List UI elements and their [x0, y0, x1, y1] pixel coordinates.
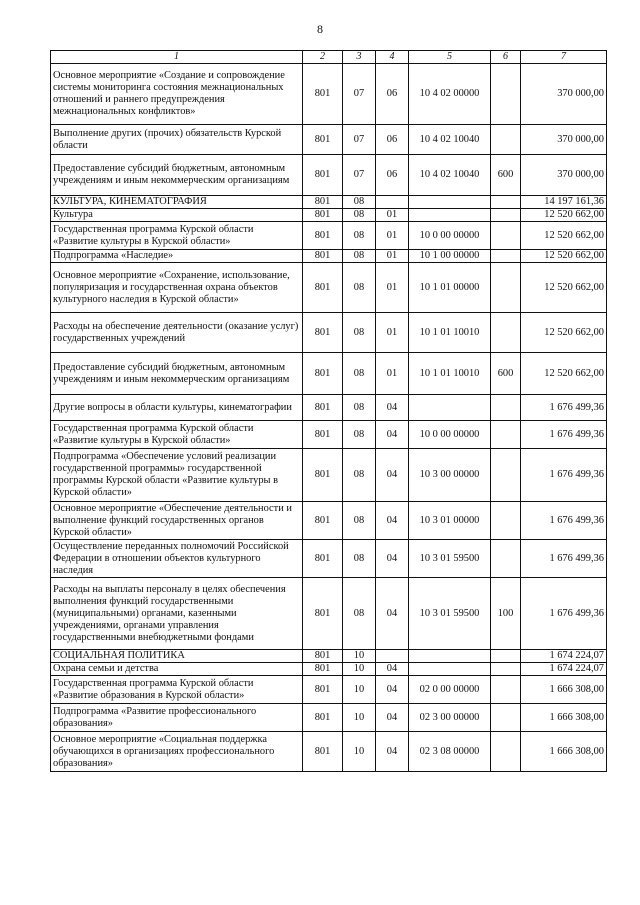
row-code-cell: 801: [303, 650, 343, 663]
table-row: [51, 222, 607, 250]
row-name-cell: Расходы на выплаты персоналу в целях обеспечения выполнения функций государственными (муниципальными) органами, казенными учреждениями, органами управления государственными внебюджетными фондами: [51, 578, 303, 650]
row-amount-cell: 1 666 308,00: [521, 704, 607, 732]
row-code-cell: 801: [303, 502, 343, 540]
table-row: [51, 676, 607, 704]
row-subsection-cell: 04: [376, 732, 409, 772]
row-name-cell: Культура: [51, 209, 303, 222]
row-type-cell: 600: [491, 353, 521, 395]
row-target-cell: 10 1 01 10010: [409, 353, 491, 395]
header-row: [51, 51, 607, 64]
row-target-cell: 10 4 02 00000: [409, 64, 491, 125]
row-amount-cell: 12 520 662,00: [521, 222, 607, 250]
row-section-cell: 08: [343, 196, 376, 209]
table-row: [51, 196, 607, 209]
row-type-cell: [491, 250, 521, 263]
budget-table: [50, 50, 607, 772]
row-subsection-cell: 01: [376, 250, 409, 263]
row-type-cell: [491, 663, 521, 676]
row-name-cell: Основное мероприятие «Сохранение, использование, популяризация и государственная охрана объектов культурного наследия в Курской области»: [51, 263, 303, 313]
row-subsection-cell: 04: [376, 449, 409, 502]
row-name-cell: Предоставление субсидий бюджетным, автономным учреждениям и иным некоммерческим организациям: [51, 353, 303, 395]
row-amount-cell: 12 520 662,00: [521, 353, 607, 395]
row-subsection-cell: 01: [376, 209, 409, 222]
row-code-cell: 801: [303, 395, 343, 421]
row-section-cell: 08: [343, 578, 376, 650]
table-row: [51, 64, 607, 125]
row-type-cell: 600: [491, 155, 521, 196]
row-section-cell: 08: [343, 449, 376, 502]
row-target-cell: [409, 663, 491, 676]
row-target-cell: 10 0 00 00000: [409, 222, 491, 250]
row-section-cell: 10: [343, 676, 376, 704]
row-name-cell: Выполнение других (прочих) обязательств Курской области: [51, 125, 303, 155]
row-target-cell: 10 3 01 00000: [409, 502, 491, 540]
row-target-cell: 10 1 00 00000: [409, 250, 491, 263]
row-subsection-cell: 04: [376, 540, 409, 578]
row-subsection-cell: 06: [376, 64, 409, 125]
row-target-cell: 10 3 01 59500: [409, 540, 491, 578]
table-row: [51, 540, 607, 578]
row-type-cell: [491, 64, 521, 125]
row-amount-cell: 1 676 499,36: [521, 578, 607, 650]
page-number: 8: [317, 22, 323, 36]
row-amount-cell: 14 197 161,36: [521, 196, 607, 209]
row-name-cell: Охрана семьи и детства: [51, 663, 303, 676]
row-name-cell: Основное мероприятие «Создание и сопровождение системы мониторинга состояния межнациональных отношений и раннего предупреждения межнациональных конфликтов»: [51, 64, 303, 125]
row-code-cell: 801: [303, 540, 343, 578]
header-col-4: 4: [376, 51, 409, 64]
row-target-cell: 02 3 00 00000: [409, 704, 491, 732]
row-type-cell: [491, 395, 521, 421]
row-code-cell: 801: [303, 313, 343, 353]
row-section-cell: 08: [343, 250, 376, 263]
row-type-cell: [491, 502, 521, 540]
row-section-cell: 10: [343, 650, 376, 663]
row-code-cell: 801: [303, 250, 343, 263]
row-subsection-cell: 04: [376, 704, 409, 732]
row-target-cell: 02 3 08 00000: [409, 732, 491, 772]
row-amount-cell: 12 520 662,00: [521, 209, 607, 222]
row-section-cell: 08: [343, 540, 376, 578]
table-row: [51, 395, 607, 421]
row-section-cell: 08: [343, 222, 376, 250]
row-subsection-cell: 06: [376, 155, 409, 196]
table-row: [51, 125, 607, 155]
row-subsection-cell: 04: [376, 676, 409, 704]
row-subsection-cell: 01: [376, 353, 409, 395]
row-type-cell: [491, 196, 521, 209]
row-name-cell: Государственная программа Курской области «Развитие культуры в Курской области»: [51, 421, 303, 449]
row-section-cell: 08: [343, 502, 376, 540]
table-row: [51, 353, 607, 395]
row-target-cell: 10 3 01 59500: [409, 578, 491, 650]
table-row: [51, 263, 607, 313]
row-type-cell: [491, 421, 521, 449]
row-amount-cell: 1 676 499,36: [521, 502, 607, 540]
table-row: [51, 663, 607, 676]
table-row: [51, 650, 607, 663]
row-name-cell: СОЦИАЛЬНАЯ ПОЛИТИКА: [51, 650, 303, 663]
row-code-cell: 801: [303, 64, 343, 125]
table-row: [51, 502, 607, 540]
row-code-cell: 801: [303, 663, 343, 676]
row-amount-cell: 1 676 499,36: [521, 449, 607, 502]
row-amount-cell: 1 676 499,36: [521, 395, 607, 421]
row-subsection-cell: 04: [376, 663, 409, 676]
header-col-6: 6: [491, 51, 521, 64]
row-subsection-cell: 06: [376, 125, 409, 155]
table-row: [51, 155, 607, 196]
row-amount-cell: 1 676 499,36: [521, 421, 607, 449]
row-subsection-cell: [376, 196, 409, 209]
row-target-cell: 10 3 00 00000: [409, 449, 491, 502]
row-section-cell: 10: [343, 663, 376, 676]
row-target-cell: [409, 395, 491, 421]
row-name-cell: Расходы на обеспечение деятельности (оказание услуг) государственных учреждений: [51, 313, 303, 353]
row-code-cell: 801: [303, 449, 343, 502]
row-amount-cell: 370 000,00: [521, 125, 607, 155]
row-amount-cell: 12 520 662,00: [521, 313, 607, 353]
table-row: [51, 732, 607, 772]
row-name-cell: КУЛЬТУРА, КИНЕМАТОГРАФИЯ: [51, 196, 303, 209]
row-target-cell: 02 0 00 00000: [409, 676, 491, 704]
row-subsection-cell: [376, 650, 409, 663]
row-name-cell: Государственная программа Курской области «Развитие культуры в Курской области»: [51, 222, 303, 250]
row-section-cell: 08: [343, 395, 376, 421]
row-target-cell: [409, 650, 491, 663]
row-type-cell: [491, 650, 521, 663]
row-type-cell: [491, 449, 521, 502]
row-type-cell: [491, 676, 521, 704]
table-row: [51, 209, 607, 222]
row-amount-cell: 1 666 308,00: [521, 732, 607, 772]
row-amount-cell: 1 674 224,07: [521, 650, 607, 663]
row-name-cell: Государственная программа Курской области «Развитие образования в Курской области»: [51, 676, 303, 704]
row-code-cell: 801: [303, 209, 343, 222]
row-amount-cell: 1 666 308,00: [521, 676, 607, 704]
table-row: [51, 250, 607, 263]
table-row: [51, 449, 607, 502]
row-target-cell: 10 4 02 10040: [409, 155, 491, 196]
row-amount-cell: 12 520 662,00: [521, 263, 607, 313]
row-name-cell: Другие вопросы в области культуры, кинематографии: [51, 395, 303, 421]
row-name-cell: Подпрограмма «Обеспечение условий реализации государственной программы» государственной программы Курской области «Развитие культуры в Курской области»: [51, 449, 303, 502]
row-type-cell: [491, 263, 521, 313]
row-target-cell: [409, 196, 491, 209]
row-name-cell: Основное мероприятие «Социальная поддержка обучающихся в организациях профессионального образования»: [51, 732, 303, 772]
row-subsection-cell: 01: [376, 263, 409, 313]
row-target-cell: 10 1 01 00000: [409, 263, 491, 313]
row-code-cell: 801: [303, 732, 343, 772]
row-section-cell: 08: [343, 353, 376, 395]
row-amount-cell: 1 676 499,36: [521, 540, 607, 578]
row-section-cell: 07: [343, 125, 376, 155]
table-row: [51, 578, 607, 650]
row-code-cell: 801: [303, 704, 343, 732]
header-col-2: 2: [303, 51, 343, 64]
row-type-cell: [491, 209, 521, 222]
row-name-cell: Подпрограмма «Наследие»: [51, 250, 303, 263]
table-row: [51, 704, 607, 732]
row-type-cell: [491, 125, 521, 155]
row-name-cell: Основное мероприятие «Обеспечение деятельности и выполнение функций государственных органов Курской области»: [51, 502, 303, 540]
row-name-cell: Осуществление переданных полномочий Российской Федерации в отношении объектов культурного наследия: [51, 540, 303, 578]
row-code-cell: 801: [303, 353, 343, 395]
row-section-cell: 08: [343, 421, 376, 449]
row-subsection-cell: 01: [376, 222, 409, 250]
row-target-cell: 10 1 01 10010: [409, 313, 491, 353]
row-section-cell: 08: [343, 209, 376, 222]
row-subsection-cell: 01: [376, 313, 409, 353]
row-type-cell: [491, 313, 521, 353]
row-amount-cell: 12 520 662,00: [521, 250, 607, 263]
row-subsection-cell: 04: [376, 578, 409, 650]
row-section-cell: 10: [343, 732, 376, 772]
row-subsection-cell: 04: [376, 395, 409, 421]
row-section-cell: 08: [343, 313, 376, 353]
row-type-cell: 100: [491, 578, 521, 650]
row-type-cell: [491, 540, 521, 578]
row-code-cell: 801: [303, 676, 343, 704]
row-code-cell: 801: [303, 222, 343, 250]
row-name-cell: Предоставление субсидий бюджетным, автономным учреждениям и иным некоммерческим организациям: [51, 155, 303, 196]
row-code-cell: 801: [303, 125, 343, 155]
row-target-cell: [409, 209, 491, 222]
header-col-7: 7: [521, 51, 607, 64]
row-section-cell: 07: [343, 155, 376, 196]
row-amount-cell: 370 000,00: [521, 155, 607, 196]
header-col-1: 1: [51, 51, 303, 64]
row-code-cell: 801: [303, 263, 343, 313]
row-amount-cell: 370 000,00: [521, 64, 607, 125]
row-code-cell: 801: [303, 196, 343, 209]
row-code-cell: 801: [303, 578, 343, 650]
table-row: [51, 313, 607, 353]
row-amount-cell: 1 674 224,07: [521, 663, 607, 676]
header-col-5: 5: [409, 51, 491, 64]
row-target-cell: 10 0 00 00000: [409, 421, 491, 449]
row-target-cell: 10 4 02 10040: [409, 125, 491, 155]
row-type-cell: [491, 222, 521, 250]
table-row: [51, 421, 607, 449]
row-name-cell: Подпрограмма «Развитие профессионального образования»: [51, 704, 303, 732]
row-code-cell: 801: [303, 421, 343, 449]
row-type-cell: [491, 732, 521, 772]
header-col-3: 3: [343, 51, 376, 64]
row-subsection-cell: 04: [376, 421, 409, 449]
row-type-cell: [491, 704, 521, 732]
row-section-cell: 07: [343, 64, 376, 125]
row-section-cell: 10: [343, 704, 376, 732]
row-section-cell: 08: [343, 263, 376, 313]
row-subsection-cell: 04: [376, 502, 409, 540]
row-code-cell: 801: [303, 155, 343, 196]
